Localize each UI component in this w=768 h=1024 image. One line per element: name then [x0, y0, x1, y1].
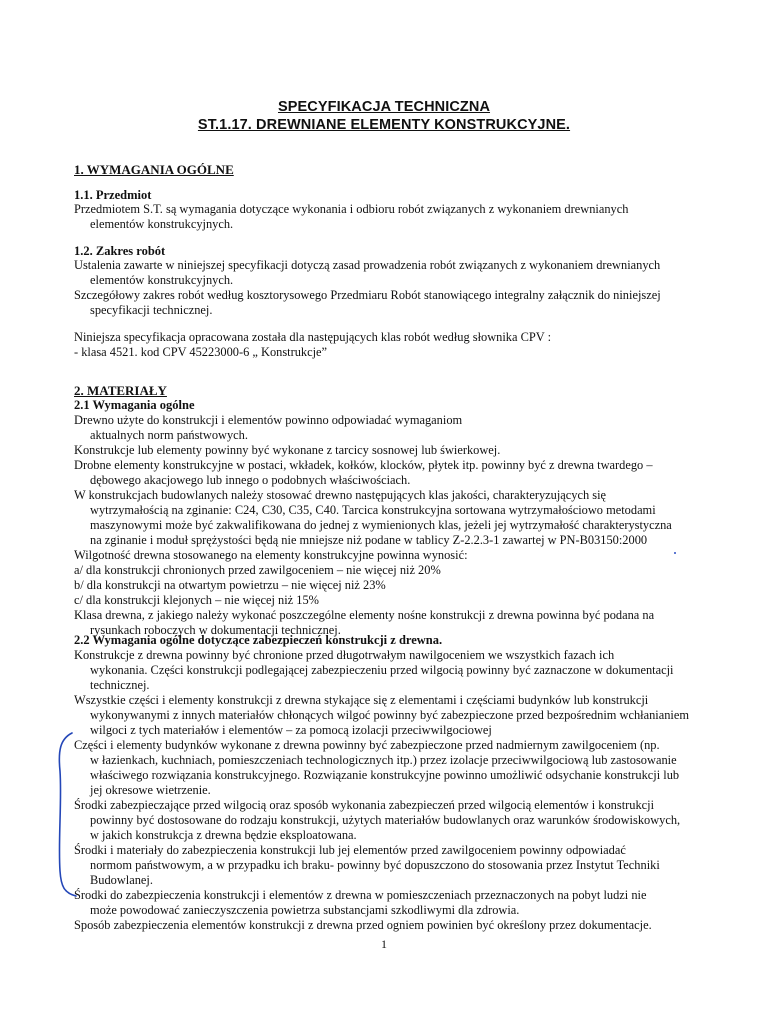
section-2-2-heading: 2.2 Wymagania ogólne dotyczące zabezpieczeń konstrukcji z drewna. — [74, 633, 443, 647]
paragraph-line: Drobne elementy konstrukcyjne w postaci, wkładek, kołków, klocków, płytek itp. powinny być z drewna twardego – — [74, 458, 653, 472]
paragraph-line: na zginanie i moduł sprężystości będą nie mniejsze niż podane w tablicy Z-2.2.3-1 zawartej w PN-B03150:2000 — [90, 533, 648, 547]
paragraph-line: Wilgotność drewna stosowanego na elementy konstrukcyjne powinna wynosić: — [74, 548, 468, 562]
paragraph-line: specyfikacji technicznej. — [90, 303, 213, 317]
paragraph-line: Budowlanej. — [90, 873, 153, 887]
paragraph-line: technicznej. — [90, 678, 150, 692]
paragraph-line: Konstrukcje z drewna powinny być chronione przed długotrwałym nawilgoceniem we wszystkich fazach ich — [74, 648, 615, 662]
paragraph-line: wykonania. Części konstrukcji podlegającej zabezpieczeniu przed wilgocią powinny być zaznaczone w dokumentacji — [90, 663, 674, 677]
paragraph-line: elementów konstrukcyjnych. — [90, 217, 234, 231]
section-2-1-heading: 2.1 Wymagania ogólne — [74, 398, 195, 412]
paragraph-line: W konstrukcjach budowlanych należy stosować drewno następujących klas jakości, charakteryzujących się — [74, 488, 607, 502]
paragraph-line: jej okresowe wietrzenie. — [90, 783, 211, 797]
paragraph-line: powinny być dostosowane do rodzaju konstrukcji, użytych materiałów budowlanych oraz warunków środowiskowych, — [90, 813, 681, 827]
paragraph-line: aktualnych norm państwowych. — [90, 428, 248, 442]
paragraph-line: normom państwowym, a w przypadku ich braku- powinny być dopuszczono do stosowania przez Instytut Techniki — [90, 858, 660, 872]
section-1-heading: 1. WYMAGANIA OGÓLNE — [74, 162, 234, 177]
paragraph-line: Sposób zabezpieczenia elementów konstrukcji z drewna przed ogniem powinien być określony przez dokumentacje. — [74, 918, 652, 932]
paragraph-line: Środki do zabezpieczenia konstrukcji i elementów z drewna w pomieszczeniach przeznaczonych na pobyt ludzi nie — [74, 888, 647, 902]
paragraph-line: dębowego akacjowego lub innego o podobnych właściwościach. — [90, 473, 411, 487]
document-title: SPECYFIKACJA TECHNICZNA — [277, 99, 491, 115]
paragraph-line: Konstrukcje lub elementy powinny być wykonane z tarcicy sosnowej lub świerkowej. — [74, 443, 501, 457]
paragraph-line: wilgoci z tych materiałów i elementów – za pomocą izolacji przeciwwilgociowej — [90, 723, 492, 737]
paragraph-line: wykonywanymi z innych materiałów chłonących wilgoć powinny być zabezpieczone przed bezpośrednim wchłanianiem — [90, 708, 690, 722]
paragraph-line: - klasa 4521. kod CPV 45223000-6 „ Konstrukcje” — [74, 345, 328, 359]
page-number: 1 — [381, 937, 387, 951]
paragraph-line: Przedmiotem S.T. są wymagania dotyczące wykonania i odbioru robót związanych z wykonaniem drewnianych — [74, 202, 629, 216]
handwritten-bracket-mark — [52, 731, 82, 899]
paragraph-line: Środki zabezpieczające przed wilgocią oraz sposób wykonania zabezpieczeń przed wilgocią elementów i konstrukcji — [74, 798, 655, 812]
paragraph-line: a/ dla konstrukcji chronionych przed zawilgoceniem – nie więcej niż 20% — [74, 563, 441, 577]
document-subtitle: ST.1.17. DREWNIANE ELEMENTY KONSTRUKCYJNE. — [197, 117, 571, 133]
paragraph-line: Szczegółowy zakres robót według kosztorysowego Przedmiaru Robót stanowiącego integralny załącznik do niniejszej — [74, 288, 661, 302]
paragraph-line: Części i elementy budynków wykonane z drewna powinny być zabezpieczone przed nadmiernym zawilgoceniem (np. — [74, 738, 660, 752]
paragraph-line: b/ dla konstrukcji na otwartym powietrzu – nie więcej niż 23% — [74, 578, 386, 592]
paragraph-line: elementów konstrukcyjnych. — [90, 273, 234, 287]
stray-mark — [674, 552, 676, 554]
paragraph-line: Wszystkie części i elementy konstrukcji z drewna stykające się z elementami i częściami budynków lub konstrukcji — [74, 693, 649, 707]
paragraph-line: w jakich konstrukcja z drewna będzie eksploatowana. — [90, 828, 357, 842]
paragraph-line: Środki i materiały do zabezpieczenia konstrukcji lub jej elementów przed zawilgoceniem powinny odpowiadać — [74, 843, 626, 857]
paragraph-line: c/ dla konstrukcji klejonych – nie więcej niż 15% — [74, 593, 319, 607]
paragraph-line: w łazienkach, kuchniach, pomieszczeniach technologicznych itp.) przez izolacje przeciwwilgociową lub zastosowanie — [90, 753, 677, 767]
section-2-heading: 2. MATERIAŁY — [74, 383, 167, 398]
paragraph-line: właściwego rozwiązania konstrukcyjnego. Rozwiązanie konstrukcyjne powinno umożliwić odsychanie konstrukcji lub — [90, 768, 680, 782]
paragraph-line: rysunkach roboczych w dokumentacji technicznej. — [90, 623, 341, 637]
paragraph-line: Niniejsza specyfikacja opracowana została dla następujących klas robót według słownika CPV : — [74, 330, 552, 344]
section-1-1-heading: 1.1. Przedmiot — [74, 188, 152, 202]
section-1-2-heading: 1.2. Zakres robót — [74, 244, 166, 258]
paragraph-line: Drewno użyte do konstrukcji i elementów powinno odpowiadać wymaganiom — [74, 413, 463, 427]
paragraph-line: wytrzymałością na zginanie: C24, C30, C35, C40. Tarcica konstrukcyjna sortowana wytrzymałościowo metodami — [90, 503, 656, 517]
paragraph-line: Klasa drewna, z jakiego należy wykonać poszczególne elementy nośne konstrukcji z drewna powinna być podana na — [74, 608, 655, 622]
paragraph-line: może powodować zanieczyszczenia powietrza substancjami szkodliwymi dla zdrowia. — [90, 903, 520, 917]
paragraph-line: Ustalenia zawarte w niniejszej specyfikacji dotyczą zasad prowadzenia robót związanych z wykonaniem drewnianych — [74, 258, 661, 272]
paragraph-line: maszynowymi może być zakwalifikowana do jednej z wymienionych klas, jeżeli jej wytrzymałość charakterystyczna — [90, 518, 672, 532]
